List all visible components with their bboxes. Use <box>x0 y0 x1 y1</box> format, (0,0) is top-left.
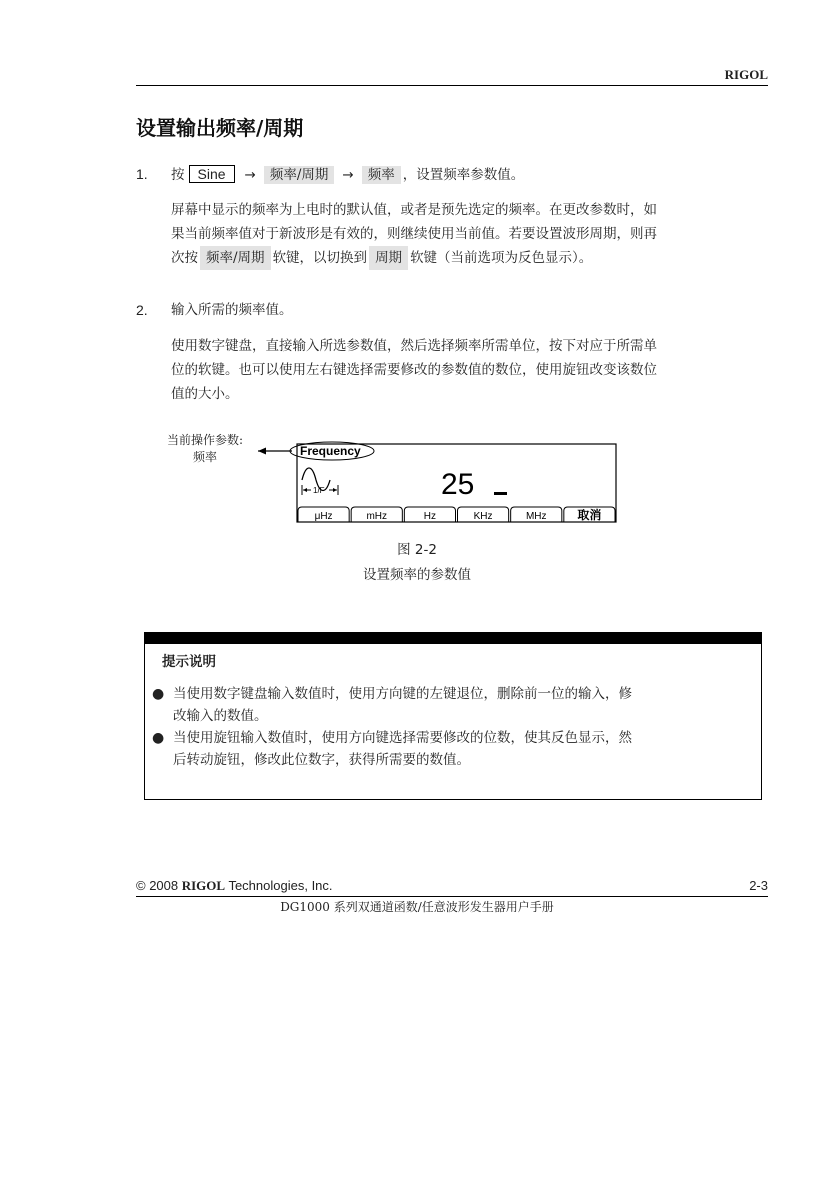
step1-suffix: ，设置频率参数值。 <box>402 167 525 183</box>
text-line: 屏幕中显示的频率为上电时的默认值，或者是预先选定的频率。在更改参数时，如 <box>171 202 657 218</box>
copyright <box>136 878 333 894</box>
tips-title: 提示说明 <box>162 654 216 670</box>
text-span: 软键（当前选项为反色显示）。 <box>410 250 593 266</box>
annotation-line: 当前操作参数: <box>166 433 244 447</box>
step1-line <box>171 165 524 184</box>
manual-title: DG1000 系列双通道函数/任意波形发生器用户手册 <box>280 900 554 914</box>
text-line: 位的软键。也可以使用左右键选择需要修改的参数值的数位，使用旋钮改变该数位 <box>171 362 657 378</box>
tip-item <box>173 683 748 727</box>
header-rule <box>136 85 768 86</box>
page-number: 2-3 <box>749 878 768 893</box>
text-line: 当使用旋钮输入数值时，使用方向键选择需要修改的位数，使其反色显示，然 <box>173 730 632 746</box>
text-line: 使用数字键盘，直接输入所选参数值，然后选择频率所需单位，按下对应于所需单 <box>171 338 657 354</box>
softkey-label: MHz <box>525 511 547 522</box>
text-line: 改输入的数值。 <box>173 708 268 724</box>
instrument-screen-figure <box>250 436 630 528</box>
softkey-label: mHz <box>366 511 388 522</box>
brand-name: RIGOL <box>181 878 226 893</box>
brand-header: RIGOL <box>724 67 768 82</box>
softkey-label: Hz <box>423 511 437 522</box>
bullet-icon: ● <box>152 686 165 702</box>
step2-heading: 输入所需的频率值。 <box>171 302 293 318</box>
softkey-freq-period: 频率/周期 <box>264 166 335 184</box>
tips-header-bar <box>144 632 762 644</box>
arrow-icon: → <box>342 167 354 183</box>
text-line: 后转动旋钮，修改此位数字，获得所需要的数值。 <box>173 752 470 768</box>
text-line <box>171 246 771 270</box>
section-title: 设置输出频率/周期 <box>136 116 304 140</box>
text-span: 软键，以切换到 <box>272 250 368 266</box>
period-label: 1/F <box>313 486 325 495</box>
frequency-value: 25 <box>441 468 475 501</box>
softkey-period: 周期 <box>369 246 408 270</box>
bullet-icon: ● <box>152 730 165 746</box>
text-line: 值的大小。 <box>171 386 239 402</box>
figure-annotation <box>160 431 250 465</box>
tip-item <box>173 727 748 771</box>
step1-press: 按 <box>171 167 185 183</box>
cursor <box>494 492 507 495</box>
text-line: 当使用数字键盘输入数值时，使用方向键的左键退位，删除前一位的输入，修 <box>173 686 632 702</box>
figure-caption: 设置频率的参数值 <box>363 567 471 583</box>
text-span: 次按 <box>171 250 198 266</box>
softkey-label: KHz <box>473 511 493 522</box>
softkey-label: 取消 <box>577 508 602 522</box>
softkey-freq-period: 频率/周期 <box>200 246 271 270</box>
pointer-arrowhead <box>258 448 266 455</box>
softkey-label: μHz <box>314 511 333 522</box>
sine-key: Sine <box>189 165 235 183</box>
step1-paragraph <box>171 198 771 270</box>
figure-number: 图 2-2 <box>397 542 437 558</box>
arrow-icon: → <box>244 167 256 183</box>
text-span: Technologies, Inc. <box>225 878 333 893</box>
step2-paragraph <box>171 334 771 406</box>
annotation-line: 频率 <box>192 450 217 464</box>
text-span: © 2008 <box>136 878 182 893</box>
text-line: 果当前频率值对于新波形是有效的，则继续使用当前值。若要设置波形周期，则再 <box>171 226 657 242</box>
step2-number: 2. <box>136 302 148 318</box>
footer-rule <box>136 896 768 897</box>
param-label: Frequency <box>300 444 361 458</box>
step1-number: 1. <box>136 166 148 182</box>
softkey-freq: 频率 <box>362 166 401 184</box>
